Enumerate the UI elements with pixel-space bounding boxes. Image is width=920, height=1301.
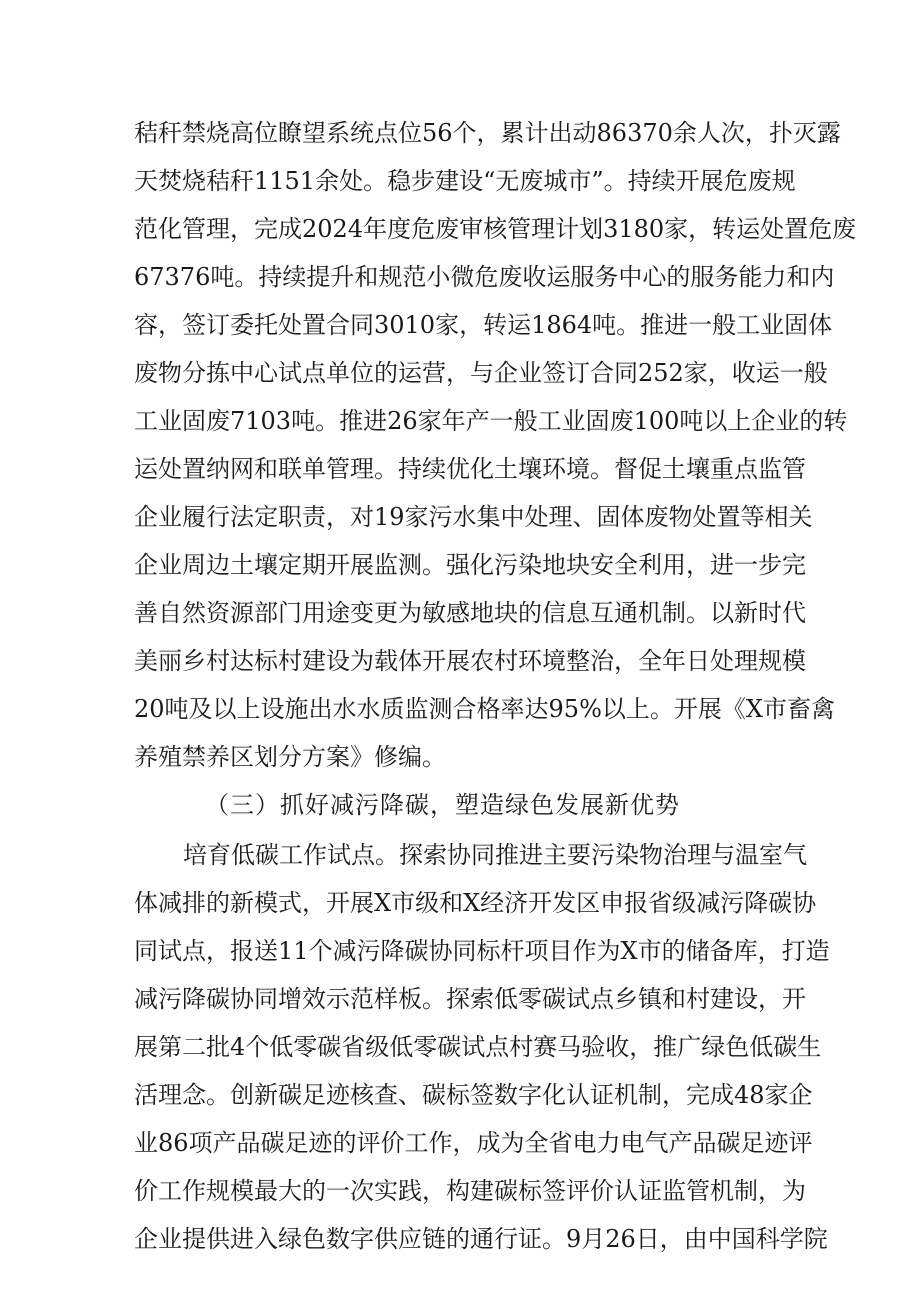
paragraph1-line-6: 废物分拣中心试点单位的运营，与企业签订合同252家，收运一般 <box>134 359 828 387</box>
paragraph1-line-13: 20吨及以上设施出水水质监测合格率达95%以上。开展《X市畜禽 <box>134 695 835 723</box>
paragraph1-line-1: 秸秆禁烧高位瞭望系统点位56个，累计出动86370余人次，扑灭露 <box>134 119 841 147</box>
paragraph1-line-12: 美丽乡村达标村建设为载体开展农村环境整治，全年日处理规模 <box>134 647 806 675</box>
paragraph1-line-4: 67376吨。持续提升和规范小微危废收运服务中心的服务能力和内 <box>134 263 835 291</box>
paragraph2-line-7: 业86项产品碳足迹的评价工作，成为全省电力电气产品碳足迹评 <box>134 1129 813 1157</box>
paragraph2-line-5: 展第二批4个低零碳省级低零碳试点村赛马验收，推广绿色低碳生 <box>134 1033 822 1061</box>
paragraph2-line-6: 活理念。创新碳足迹核查、碳标签数字化认证机制，完成48家企 <box>134 1081 813 1109</box>
paragraph2-line-3: 同试点，报送11个减污降碳协同标杆项目作为X市的储备库，打造 <box>134 937 830 965</box>
paragraph2-line-8: 价工作规模最大的一次实践，构建碳标签评价认证监管机制，为 <box>134 1177 806 1205</box>
paragraph2-line-1: 培育低碳工作试点。探索协同推进主要污染物治理与温室气 <box>183 841 807 869</box>
paragraph1-line-9: 企业履行法定职责，对19家污水集中处理、固体废物处置等相关 <box>134 503 813 531</box>
paragraph2-line-9: 企业提供进入绿色数字供应链的通行证。9月26日，由中国科学院 <box>134 1225 828 1253</box>
paragraph1-line-3: 范化管理，完成2024年度危废审核管理计划3180家，转运处置危废 <box>134 215 857 243</box>
paragraph1-line-14: 养殖禁养区划分方案》修编。 <box>134 743 446 771</box>
paragraph1-line-5: 容，签订委托处置合同3010家，转运1864吨。推进一般工业固体 <box>134 311 833 339</box>
paragraph1-line-10: 企业周边土壤定期开展监测。强化污染地块安全利用，进一步完 <box>134 551 806 579</box>
paragraph1-line-11: 善自然资源部门用途变更为敏感地块的信息互通机制。以新时代 <box>134 599 806 627</box>
section-heading: （三）抓好减污降碳，塑造绿色发展新优势 <box>205 791 680 819</box>
paragraph2-line-2: 体减排的新模式，开展X市级和X经济开发区申报省级减污降碳协 <box>134 889 817 917</box>
paragraph1-line-2: 天焚烧秸秆1151余处。稳步建设“无废城市”。持续开展危废规 <box>134 167 796 195</box>
paragraph1-line-7: 工业固废7103吨。推进26家年产一般工业固废100吨以上企业的转 <box>134 407 848 435</box>
paragraph2-line-4: 减污降碳协同增效示范样板。探索低零碳试点乡镇和村建设，开 <box>134 985 806 1013</box>
paragraph1-line-8: 运处置纳网和联单管理。持续优化土壤环境。督促土壤重点监管 <box>134 455 806 483</box>
